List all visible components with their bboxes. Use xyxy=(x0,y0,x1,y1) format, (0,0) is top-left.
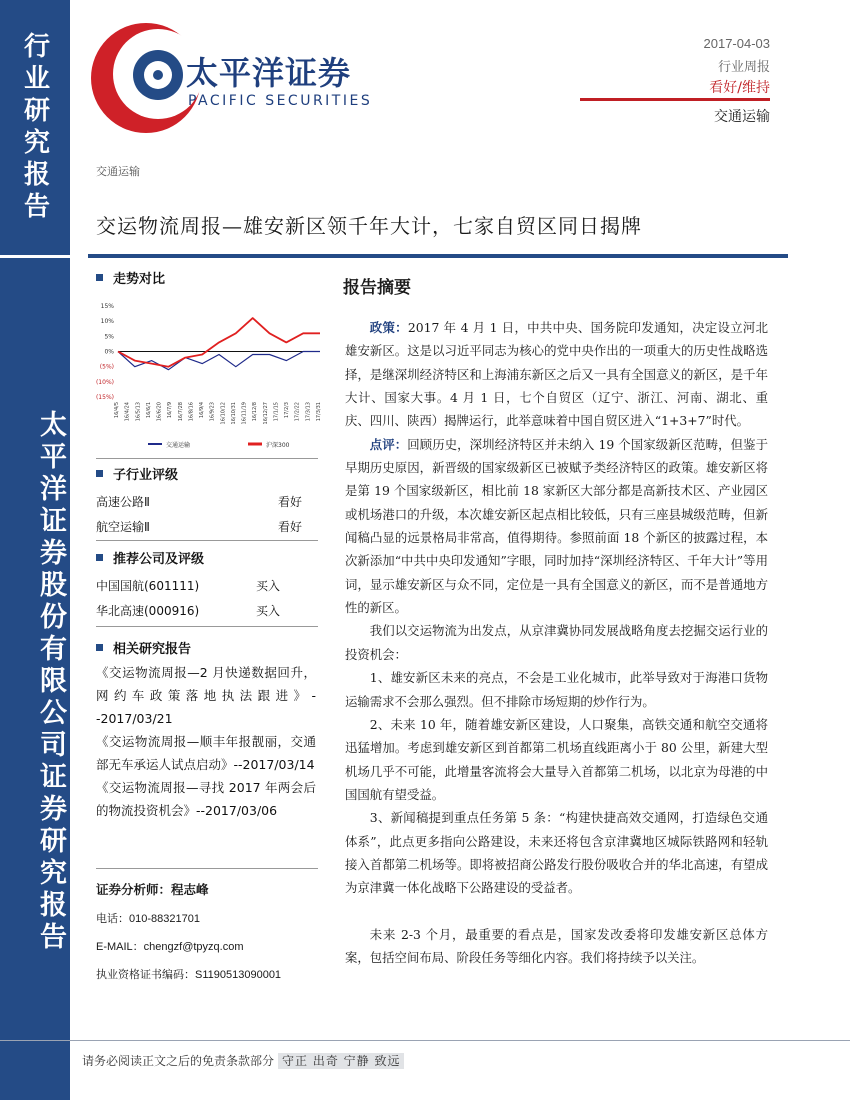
policy-label: 政策： xyxy=(369,320,408,335)
series-line-transport xyxy=(118,352,320,370)
y-tick-label: (10%) xyxy=(95,378,114,386)
y-tick-label: (5%) xyxy=(99,363,114,371)
trend-heading-label: 走势对比 xyxy=(113,272,166,287)
sub-industry-rating: 看好 xyxy=(277,495,302,509)
x-tick-label: 17/3/13 xyxy=(305,402,312,422)
x-tick-label: 16/6/20 xyxy=(156,402,163,422)
company-name: 中国国航(601111) xyxy=(96,579,200,593)
y-tick-label: 10% xyxy=(100,318,114,326)
point-1: 1、雄安新区未来的亮点，不会是工业化城市，此举导致对于海港口货物运输需求不会那么强烈。但不排除市场短期的炒作行为。 xyxy=(345,670,768,709)
square-bullet-icon xyxy=(96,554,103,561)
x-tick-label: 16/7/28 xyxy=(177,402,184,422)
sidebar xyxy=(0,0,70,1100)
analyst-section xyxy=(96,880,316,982)
square-bullet-icon xyxy=(96,274,103,281)
trend-section xyxy=(96,268,316,287)
paragraph-gap xyxy=(345,900,768,923)
x-tick-label: 16/6/1 xyxy=(145,402,152,419)
x-tick-label: 16/12/27 xyxy=(262,402,269,425)
outlook-paragraph: 未来 2-3 个月，最重要的看点是，国家发改委将印发雄安新区总体方案，包括空间布局、阶段任务等细化内容。我们将持续予以关注。 xyxy=(345,926,768,965)
y-tick-label: (15%) xyxy=(95,394,114,401)
y-tick-label: 15% xyxy=(100,303,114,310)
list-item xyxy=(96,493,302,510)
square-bullet-icon xyxy=(96,644,103,651)
brand-name-cn: 太平洋证券 xyxy=(186,54,352,92)
trend-heading xyxy=(96,268,316,287)
series-lines xyxy=(118,318,320,370)
sub-industry-heading xyxy=(96,464,316,483)
company-rating: 买入 xyxy=(255,579,280,593)
x-tick-label: 16/10/31 xyxy=(230,402,237,425)
sub-industry-heading-label: 子行业评级 xyxy=(113,468,179,483)
point-3: 3、新闻稿提到重点任务第 5 条：“构建快捷高效交通网，打造绿色交通体系”，此点更多指向公路建设，未来还将包含京津冀地区城际铁路网和轻轨接入首都第二机场等。即将被招商公路发行股份吸收合并的华北高速，有望成为京津冀一体化战略下公路建设的受益者。 xyxy=(345,810,768,896)
section-divider xyxy=(96,540,318,541)
recommend-heading-label: 推荐公司及评级 xyxy=(113,552,205,567)
related-report-link[interactable]: 《交运物流周报—2 月快递数据回升，网约车政策落地执法跟进》--2017/03/21 xyxy=(96,665,316,726)
trend-comparison-chart xyxy=(88,296,328,458)
sidebar-company-label: 太平洋证券股份有限公司证券研究报告 xyxy=(35,410,66,954)
section-divider xyxy=(96,626,318,627)
x-tick-label: 16/9/4 xyxy=(199,402,206,419)
x-tick-label: 16/9/23 xyxy=(209,402,216,422)
x-tick-label: 17/2/3 xyxy=(284,402,291,419)
square-bullet-icon xyxy=(96,470,103,477)
x-tick-label: 16/10/12 xyxy=(220,402,227,425)
analyst-email[interactable]: E-MAIL：chengzf@tpyzq.com xyxy=(96,941,244,953)
y-tick-label: 0% xyxy=(104,348,114,356)
x-tick-label: 17/3/31 xyxy=(316,402,322,422)
company-name: 华北高速(000916) xyxy=(96,604,200,618)
summary-heading: 报告摘要 xyxy=(343,278,411,298)
policy-paragraph xyxy=(345,316,768,433)
report-date: 2017-04-03 xyxy=(703,36,770,51)
comment-paragraph xyxy=(345,433,768,620)
investment-intro: 我们以交运物流为出发点，从京津冀协同发展战略角度去挖掘交运行业的投资机会： xyxy=(345,623,768,662)
list-item xyxy=(96,602,302,619)
x-tick-label: 17/2/22 xyxy=(294,402,301,422)
x-axis-ticks xyxy=(114,402,322,424)
related-heading xyxy=(96,638,316,657)
comment-text: 回顾历史，深圳经济特区并未纳入 19 个国家级新区范畴，但鉴于早期历史原因，新晋级的国家级新区已被赋予类经济特区的政策。雄安新区将是第 19 个国家级新区，相比前 18 家新区大部分都是高新技术区、产业园区或机场港口的升级，本次雄安新区起点相比较低，只有三座县城级范畴，但新闻稿凸显的远景格局非常高，值得期待。参照前面 18 个新区的披露过程，本次新添加“中共中央印发通知”字眼，同时加持“深圳经济特区、千年大计”等用词，显示雄安新区与众不同，定位是一具有全国意义的新区，而不是普通地方性的新区。 xyxy=(345,436,768,616)
y-axis-ticks xyxy=(96,303,114,401)
x-tick-label: 16/4/5 xyxy=(114,402,120,419)
y-tick-label: 5% xyxy=(104,333,114,341)
industry-name: 交通运输 xyxy=(714,109,770,125)
sub-industry-section xyxy=(96,464,316,535)
section-divider xyxy=(96,458,318,459)
related-report-link[interactable]: 《交运物流周报—寻找 2017 年两会后的物流投资机会》--2017/03/06 xyxy=(96,780,316,818)
comment-label: 点评： xyxy=(369,436,408,452)
chart-legend xyxy=(148,441,290,449)
brand-name-en: PACIFIC SECURITIES xyxy=(188,93,373,109)
related-heading-label: 相关研究报告 xyxy=(113,642,192,657)
related-reports-section xyxy=(96,638,316,822)
company-motto: 守正 出奇 宁静 致远 xyxy=(278,1053,404,1069)
analyst-license: 执业资格证书编码：S1190513090001 xyxy=(96,969,282,981)
x-tick-label: 16/4/24 xyxy=(124,402,131,422)
page-title: 交运物流周报—雄安新区领千年大计，七家自贸区同日揭牌 xyxy=(96,214,642,238)
recommend-section xyxy=(96,548,316,619)
x-tick-label: 17/1/15 xyxy=(273,402,280,422)
x-tick-label: 16/12/8 xyxy=(252,402,259,422)
sub-industry-name: 高速公路Ⅱ xyxy=(96,495,150,509)
analyst-name: 证券分析师：程志峰 xyxy=(96,882,209,897)
recommend-heading xyxy=(96,548,316,567)
company-rating: 买入 xyxy=(255,604,280,618)
breadcrumb: 交通运输 xyxy=(96,165,140,178)
x-tick-label: 16/7/9 xyxy=(167,402,174,419)
related-report-link[interactable]: 《交运物流周报—顺丰年报靓丽，交通部无车承运人试点启动》--2017/03/14 xyxy=(96,734,316,772)
list-item xyxy=(96,518,302,535)
legend-label-hs300: 沪深300 xyxy=(266,442,290,449)
point-2: 2、未来 10 年，随着雄安新区建设，人口聚集，高铁交通和航空交通将迅猛增加。考虑到雄安新区到首都第二机场直线距离小于 80 公里，新建大型机场几乎不可能，此增量客流将会大量导入首都第二机场，以北京为母港的中国国航有望受益。 xyxy=(345,716,768,802)
section-divider xyxy=(96,868,318,869)
footer-rule xyxy=(0,1040,850,1041)
x-tick-label: 16/11/19 xyxy=(241,402,248,425)
footer xyxy=(82,1052,404,1069)
title-rule xyxy=(88,254,788,258)
industry-rating: 看好/维持 xyxy=(709,80,770,96)
sub-industry-name: 航空运输Ⅱ xyxy=(96,520,150,534)
header-red-rule xyxy=(580,98,770,101)
policy-text: 2017 年 4 月 1 日，中共中央、国务院印发通知，决定设立河北雄安新区。这是以习近平同志为核心的党中央作出的一项重大的历史性战略选择，是继深圳经济特区和上海浦东新区之后又一具有全国意义的新区，是千年大计、国家大事。4 月 1 日，七个自贸区（辽宁、浙江、河南、湖北、重庆、四川、陕西）揭牌运行，此举意味着中国自贸区进入“1+3+7”时代。 xyxy=(345,320,768,429)
list-item xyxy=(96,577,302,594)
sidebar-report-category: 行业研究报告 xyxy=(19,31,50,224)
analyst-phone: 电话：010-88321701 xyxy=(96,913,200,925)
summary-body xyxy=(345,316,768,969)
sub-industry-rating: 看好 xyxy=(277,520,302,534)
x-tick-label: 16/8/16 xyxy=(188,402,195,422)
sidebar-divider xyxy=(0,255,70,258)
x-tick-label: 16/5/13 xyxy=(135,402,142,422)
report-type: 行业周报 xyxy=(717,60,770,75)
disclaimer-notice: 请务必阅读正文之后的免责条款部分 xyxy=(82,1054,275,1068)
legend-label-transport: 交通运输 xyxy=(166,442,191,449)
